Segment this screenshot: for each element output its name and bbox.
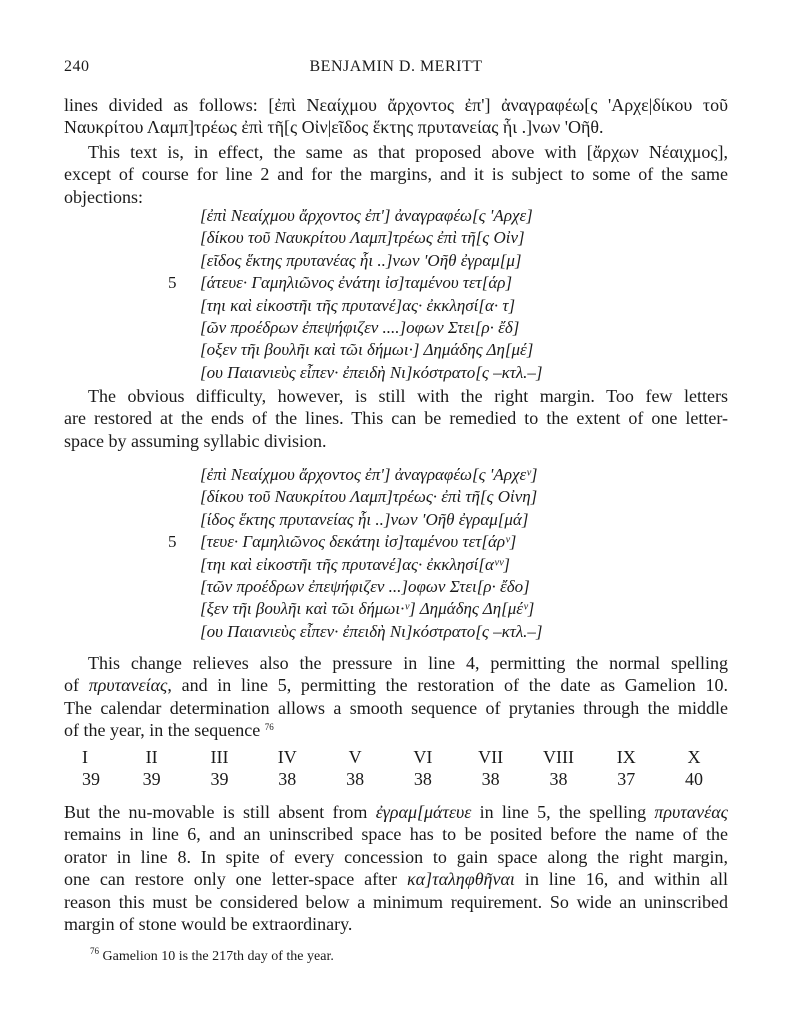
footnote-text: Gamelion 10 is the 217th day of the year. xyxy=(102,949,334,964)
text-line: of πρυτανείας, and in line 5, permitting the restoration of the date as Gamelion 10. xyxy=(64,675,729,696)
inscription-line: [ου Παιανιεὺς εἶπεν· ἐπειδὴ Νι]κόστρατο[ς –κτλ.–] xyxy=(200,362,543,382)
paragraph-5 xyxy=(64,801,728,935)
text-line: lines divided as follows: [ἐπὶ Νεαίχμου ἄρχοντος ἐπ'] ἀναγραφέω[ς 'Αρχε|δίκου τοῦ xyxy=(64,95,728,115)
prytany-days: 37 xyxy=(617,769,636,789)
prytany-days: 39 xyxy=(210,769,229,789)
prytany-days: 39 xyxy=(82,769,100,789)
line-number: 5 xyxy=(168,273,177,293)
inscription-line: [δίκου τοῦ Ναυκρίτου Λαμπ]τρέως· ἐπὶ τῆ[ς Οἰνη] xyxy=(200,487,538,507)
inscription-line: [εῖδος ἕκτης πρυτανέας ἧι ..]νων 'Οῆθ ἐγραμ[μ] xyxy=(200,250,522,270)
text-line: orator in line 8. In spite of every concession to gain space along the right margin, xyxy=(64,846,728,867)
prytany-numeral: IX xyxy=(616,747,636,767)
text-line: reason this must be considered below a minimum requirement. So wide an uninscribed xyxy=(64,891,728,912)
text-line: This text is, in effect, the same as that proposed above with [ἄρχων Νέαιχμος], xyxy=(88,142,728,162)
text-line: one can restore only one letter-space after κα]ταληφθῆναι in line 16, and within all xyxy=(64,869,728,890)
inscription-line: [οξεν τῆι βουλῆι καὶ τῶι δήμωι·] Δημάδης Δη[μέ] xyxy=(200,340,534,360)
inscription-text-1 xyxy=(168,205,543,384)
text-line: space by assuming syllabic division. xyxy=(64,430,327,451)
inscription-line: [ίδος ἕκτης πρυτανείας ἧι ..]νων 'Οῆθ ἐγραμ[μά] xyxy=(200,509,529,529)
paragraph-1 xyxy=(64,94,728,139)
prytany-numeral: I xyxy=(82,747,88,767)
inscription-line: [ἐπὶ Νεαίχμου ἄρχοντος ἐπ'] ἀναγραφέω[ς 'Αρχεᵛ] xyxy=(200,465,538,484)
text-line: margin of stone would be extraordinary. xyxy=(64,914,353,935)
prytany-numeral: X xyxy=(687,747,701,767)
text-line: objections: xyxy=(64,186,143,207)
paragraph-2 xyxy=(64,141,728,208)
prytany-days: 38 xyxy=(346,769,365,789)
footnote-ref: 76 xyxy=(264,722,274,733)
prytany-numeral: V xyxy=(348,747,362,767)
prytany-sequence xyxy=(64,746,728,790)
inscription-line: [ἐπὶ Νεαίχμου ἄρχοντος ἐπ'] ἀναγραφέω[ς 'Αρχε] xyxy=(200,206,533,225)
inscription-line: 5 [τευε· Γαμηλιῶνος δεκάτηι ἰσ]ταμένου τετ[άρᵛ] xyxy=(200,531,543,553)
prytany-days: 38 xyxy=(481,769,500,789)
inscription-line: [τῶν προέδρων ἐπεψήφιζεν ...]οφων Στει[ρ· ἔδο] xyxy=(200,577,530,597)
prytany-days: 38 xyxy=(413,769,432,789)
inscription-line: [ξεν τῆι βουλῆι καὶ τῶι δήμωι·ᵛ] Δημάδης Δη[μέᵛ] xyxy=(200,599,535,619)
footnote-number: 76 xyxy=(90,946,99,956)
text-line: are restored at the ends of the lines. This can be remedied to the extent of one letter- xyxy=(64,408,728,429)
prytany-numeral: VIII xyxy=(542,747,574,767)
footnote xyxy=(90,948,334,966)
prytany-days: 40 xyxy=(685,769,704,789)
inscription-line: [ου Παιανιεὺς εἶπεν· ἐπειδὴ Νι]κόστρατο[ς –κτλ.–] xyxy=(200,621,543,641)
prytany-numeral: VI xyxy=(413,747,433,767)
inscription-text-2 xyxy=(168,464,543,643)
sequence-values xyxy=(64,768,728,790)
inscription-line: [τηι καὶ εἰκοστῆι τῆς πρυτανέ]ας· ἐκκλησί[α· τ] xyxy=(200,295,516,315)
prytany-numeral: VII xyxy=(478,747,504,767)
text-line: remains in line 6, and an uninscribed space has to be posited before the name of the xyxy=(64,824,728,845)
text-line: The obvious difficulty, however, is still with the right margin. Too few letters xyxy=(88,386,728,406)
prytany-days: 38 xyxy=(278,769,297,789)
paragraph-3 xyxy=(64,385,728,452)
text-line: except of course for line 2 and for the margins, and it is subject to some of the same xyxy=(64,164,728,185)
prytany-days: 38 xyxy=(549,769,568,789)
inscription-line: 5 [άτευε· Γαμηλιῶνος ἐνάτηι ἰσ]ταμένου τετ[άρ] xyxy=(200,272,543,294)
inscription-line: [ῶν προέδρων ἐπεψήφιζεν ....]οφων Στει[ρ· ἔδ] xyxy=(200,318,520,338)
prytany-days: 39 xyxy=(142,769,161,789)
text-line: But the nu-movable is still absent from ἐγραμ[μάτευε in line 5, the spelling πρυτανέας xyxy=(64,802,728,822)
text-line: This change relieves also the pressure in line 4, permitting the normal spelling xyxy=(88,653,728,673)
text-line: of the year, in the sequence $^{76}$ xyxy=(64,720,274,741)
prytany-numeral: II xyxy=(145,747,158,767)
page-number: 240 xyxy=(64,58,90,75)
sequence-numerals xyxy=(64,746,728,768)
running-header: BENJAMIN D. MERITT xyxy=(309,58,483,75)
paragraph-4 xyxy=(64,652,728,742)
inscription-line: [τηι καὶ εἰκοστῆι τῆς πρυτανέ]ας· ἐκκλησί[αᵛᵛ] xyxy=(200,554,511,574)
prytany-numeral: IV xyxy=(277,747,297,767)
text-line: The calendar determination allows a smooth sequence of prytanies through the middle xyxy=(64,697,728,718)
text-line: Ναυκρίτου Λαμπ]τρέως ἐπὶ τῆ[ς Οἰν|εῖδος ἕκτης πρυτανείας ἧι .]νων 'Οῆθ. xyxy=(64,117,604,138)
prytany-numeral: III xyxy=(210,747,229,767)
inscription-line: [δίκου τοῦ Ναυκρίτου Λαμπ]τρέως ἐπὶ τῆ[ς Οἰν] xyxy=(200,228,525,248)
line-number: 5 xyxy=(168,532,177,552)
